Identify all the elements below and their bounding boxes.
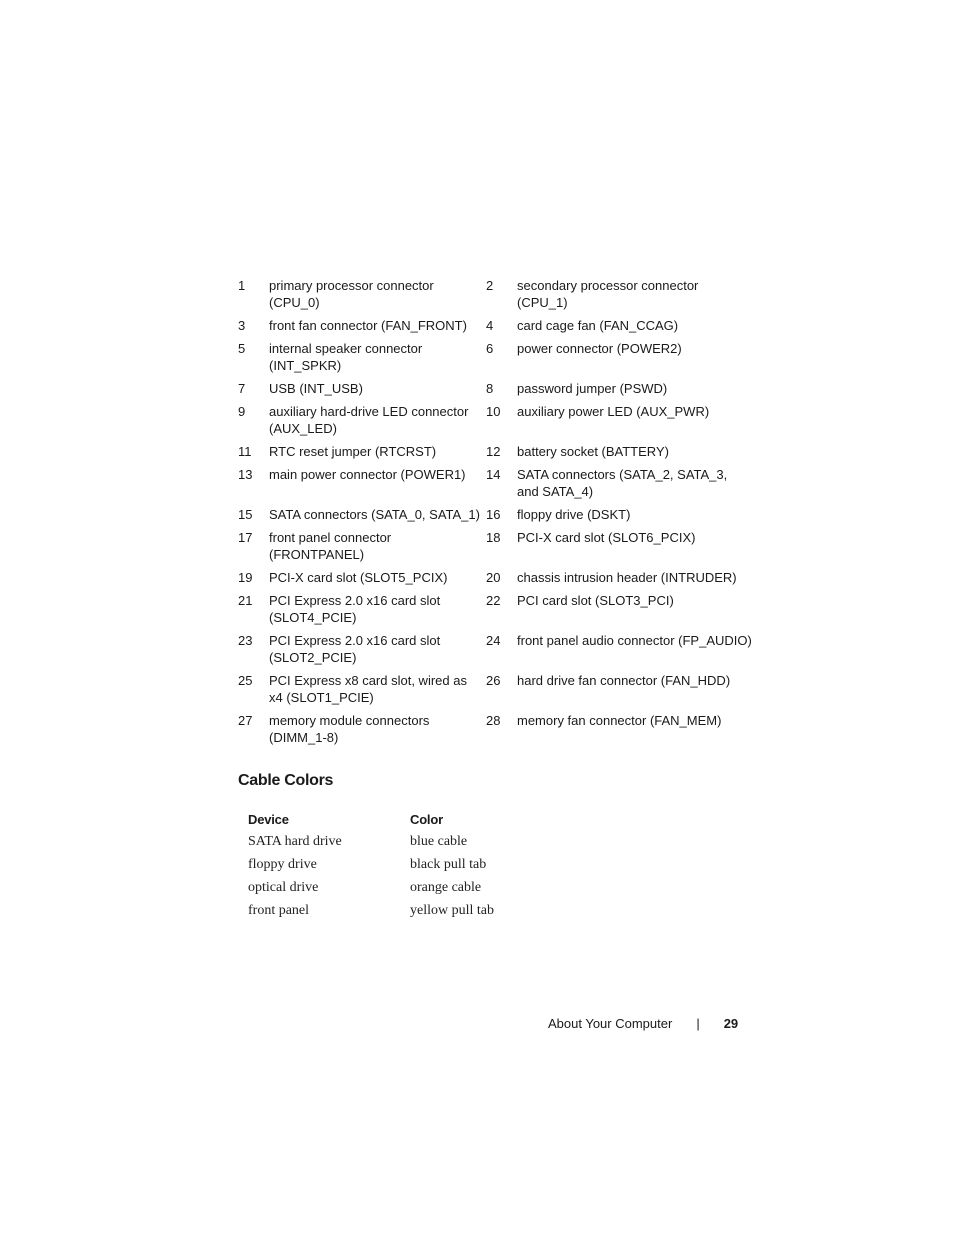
- legend-item-label: password jumper (PSWD): [517, 381, 668, 396]
- legend-item-label: floppy drive (DSKT): [517, 507, 631, 522]
- color-cell: orange cable: [410, 880, 482, 895]
- section-title: Cable Colors: [238, 772, 334, 789]
- legend-item-number: 3: [238, 318, 246, 333]
- legend-item-label: PCI-X card slot (SLOT5_PCIX): [269, 570, 448, 585]
- legend-item: [238, 592, 486, 626]
- table-row: [248, 902, 494, 925]
- legend-item-label: PCI-X card slot (SLOT6_PCIX): [517, 530, 696, 545]
- legend-item: [238, 466, 486, 500]
- legend-item-number: 5: [238, 341, 246, 356]
- legend-item-label: PCI Express x8 card slot, wired as x4 (SLOT1_PCIE): [269, 673, 467, 705]
- legend-item: [238, 443, 486, 460]
- legend-item: [238, 672, 486, 706]
- legend-item-label: PCI Express 2.0 x16 card slot (SLOT2_PCIE): [269, 633, 441, 665]
- legend-item-label: front fan connector (FAN_FRONT): [269, 318, 467, 333]
- legend-row: [238, 529, 758, 563]
- legend-item-number: 27: [238, 713, 253, 728]
- legend-item-number: 7: [238, 381, 246, 396]
- legend-item-label: memory fan connector (FAN_MEM): [517, 713, 722, 728]
- legend-item: [486, 443, 758, 460]
- cable-colors-table: [248, 812, 494, 925]
- device-cell: floppy drive: [248, 857, 317, 872]
- legend-item-label: auxiliary hard-drive LED connector (AUX_LED): [269, 404, 469, 436]
- legend-item: [486, 569, 758, 586]
- legend-item-label: SATA connectors (SATA_2, SATA_3, and SATA_4): [517, 467, 728, 499]
- legend-item-number: 14: [486, 467, 501, 482]
- legend-item: [486, 672, 758, 706]
- legend-item-number: 16: [486, 507, 501, 522]
- table-row: [248, 833, 494, 856]
- legend-item: [238, 529, 486, 563]
- legend-item-label: secondary processor connector (CPU_1): [517, 278, 699, 310]
- page-number: 29: [723, 1016, 739, 1031]
- legend-item-number: 13: [238, 467, 253, 482]
- legend-item: [486, 340, 758, 374]
- legend-item-label: RTC reset jumper (RTCRST): [269, 444, 437, 459]
- color-cell: yellow pull tab: [410, 903, 494, 918]
- legend-item: [238, 340, 486, 374]
- legend-item-number: 12: [486, 444, 501, 459]
- legend-item-label: SATA connectors (SATA_0, SATA_1): [269, 507, 480, 522]
- legend-item-label: power connector (POWER2): [517, 341, 682, 356]
- legend-item-label: internal speaker connector (INT_SPKR): [269, 341, 423, 373]
- legend-item-label: USB (INT_USB): [269, 381, 363, 396]
- legend-row: [238, 466, 758, 500]
- legend-item: [486, 632, 758, 666]
- table-header-row: [248, 812, 494, 833]
- legend-item: [486, 529, 758, 563]
- legend-row: [238, 443, 758, 460]
- legend-row: [238, 380, 758, 397]
- table-row: [248, 856, 494, 879]
- legend-item: [486, 466, 758, 500]
- legend-item-label: front panel connector (FRONTPANEL): [269, 530, 392, 562]
- legend-row: [238, 632, 758, 666]
- legend-item-number: 17: [238, 530, 253, 545]
- legend-item-number: 28: [486, 713, 501, 728]
- legend-item-number: 20: [486, 570, 501, 585]
- legend-item-label: auxiliary power LED (AUX_PWR): [517, 404, 710, 419]
- legend-item-label: battery socket (BATTERY): [517, 444, 669, 459]
- legend-item-number: 24: [486, 633, 501, 648]
- legend-item-label: hard drive fan connector (FAN_HDD): [517, 673, 731, 688]
- legend-item-label: PCI Express 2.0 x16 card slot (SLOT4_PCIE): [269, 593, 441, 625]
- legend-item-number: 9: [238, 404, 246, 419]
- legend-item: [486, 277, 758, 311]
- legend-item-number: 18: [486, 530, 501, 545]
- legend-row: [238, 712, 758, 746]
- legend-row: [238, 277, 758, 311]
- legend-item: [238, 380, 486, 397]
- legend-item: [486, 506, 758, 523]
- legend-row: [238, 340, 758, 374]
- color-cell: black pull tab: [410, 857, 487, 872]
- legend-row: [238, 317, 758, 334]
- legend-item: [486, 592, 758, 626]
- legend-item: [238, 403, 486, 437]
- legend-item: [238, 712, 486, 746]
- legend-item: [238, 569, 486, 586]
- connector-legend: [238, 277, 758, 752]
- table-row: [248, 879, 494, 902]
- legend-row: [238, 569, 758, 586]
- legend-item-number: 23: [238, 633, 253, 648]
- legend-row: [238, 403, 758, 437]
- legend-item-number: 21: [238, 593, 253, 608]
- legend-item: [486, 380, 758, 397]
- device-cell: SATA hard drive: [248, 834, 342, 849]
- legend-item-number: 10: [486, 404, 501, 419]
- legend-item: [238, 317, 486, 334]
- legend-item-label: primary processor connector (CPU_0): [269, 278, 434, 310]
- legend-item: [486, 317, 758, 334]
- column-header-color: Color: [410, 812, 443, 827]
- legend-item: [238, 277, 486, 311]
- legend-item-number: 22: [486, 593, 501, 608]
- legend-item: [238, 506, 486, 523]
- column-header-device: Device: [248, 812, 289, 827]
- page-footer: [548, 1016, 738, 1031]
- legend-item-number: 1: [238, 278, 246, 293]
- legend-item-number: 2: [486, 278, 494, 293]
- legend-item-number: 15: [238, 507, 253, 522]
- legend-item-label: main power connector (POWER1): [269, 467, 466, 482]
- device-cell: front panel: [248, 903, 310, 918]
- footer-section-title: About Your Computer: [548, 1016, 673, 1031]
- legend-item-number: 26: [486, 673, 501, 688]
- legend-item-number: 8: [486, 381, 494, 396]
- footer-separator: |: [696, 1016, 700, 1031]
- device-cell: optical drive: [248, 880, 319, 895]
- legend-row: [238, 672, 758, 706]
- color-cell: blue cable: [410, 834, 468, 849]
- legend-item-number: 11: [238, 444, 252, 459]
- legend-item-number: 4: [486, 318, 494, 333]
- legend-item: [486, 712, 758, 746]
- legend-item-label: front panel audio connector (FP_AUDIO): [517, 633, 752, 648]
- legend-row: [238, 506, 758, 523]
- legend-item: [486, 403, 758, 437]
- legend-item-number: 19: [238, 570, 253, 585]
- legend-item: [238, 632, 486, 666]
- legend-row: [238, 592, 758, 626]
- legend-item-label: PCI card slot (SLOT3_PCI): [517, 593, 674, 608]
- legend-item-number: 25: [238, 673, 253, 688]
- legend-item-label: card cage fan (FAN_CCAG): [517, 318, 679, 333]
- legend-item-label: memory module connectors (DIMM_1-8): [269, 713, 430, 745]
- legend-item-number: 6: [486, 341, 494, 356]
- legend-item-label: chassis intrusion header (INTRUDER): [517, 570, 737, 585]
